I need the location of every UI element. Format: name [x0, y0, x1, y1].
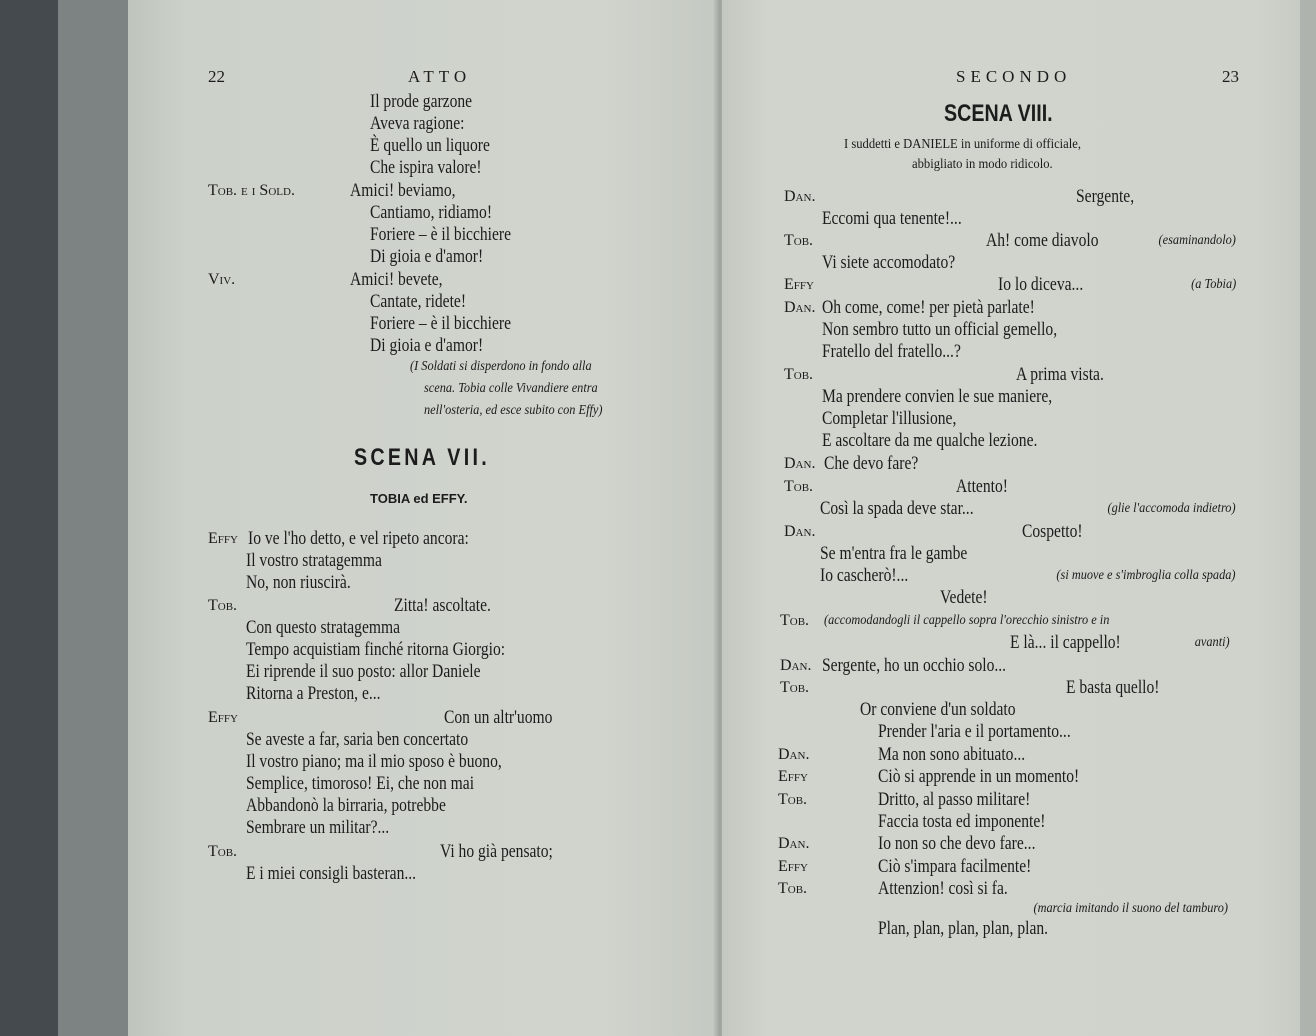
dialogue-line: Tempo acquistiam finché ritorna Giorgio:: [246, 639, 506, 660]
speaker-label: Dan.: [778, 746, 810, 763]
speaker-label: Tob.: [780, 612, 810, 629]
verse-line: Amici! bevete,: [350, 269, 443, 290]
speaker-label: Tob.: [208, 843, 238, 860]
dialogue-line: Vedete!: [940, 587, 988, 608]
speaker-label: Tob.: [778, 880, 808, 897]
dialogue-line: Non sembro tutto un official gemello,: [822, 319, 1058, 340]
speaker-label: Tob.: [778, 791, 808, 808]
dialogue-line: Con un altr'uomo: [444, 707, 553, 728]
dialogue-line: Ritorna a Preston, e...: [246, 683, 381, 704]
dialogue-line: Ei riprende il suo posto: allor Daniele: [246, 661, 481, 682]
scene-title: SCENA VIII.: [944, 100, 1053, 127]
verse-line: Il prode garzone: [370, 91, 473, 112]
dialogue-line: Io ve l'ho detto, e vel ripeto ancora:: [248, 528, 469, 549]
dialogue-line: Sergente,: [1076, 186, 1135, 207]
dialogue-line: Abbandonò la birraria, potrebbe: [246, 795, 446, 816]
book-binding: [0, 0, 58, 1036]
dialogue-line: Io non so che devo fare...: [878, 833, 1036, 854]
speaker-label: Viv.: [208, 271, 236, 288]
page-edge: [1300, 0, 1316, 1036]
dialogue-line: E i miei consigli basteran...: [246, 863, 417, 884]
verse-line: Di gioia e d'amor!: [370, 335, 484, 356]
dialogue-line: Sembrare un militar?...: [246, 817, 390, 838]
speaker-label: Dan.: [784, 188, 816, 205]
stage-direction: scena. Tobia colle Vivandiere entra: [424, 381, 598, 396]
dialogue-line: A prima vista.: [1016, 364, 1104, 385]
speaker-label: Dan.: [778, 835, 810, 852]
dialogue-line: Ma non sono abituato...: [878, 744, 1026, 765]
scene-characters: TOBIA ed EFFY.: [370, 491, 468, 506]
dialogue-line: Vi siete accomodato?: [822, 252, 956, 273]
dialogue-line: Sergente, ho un occhio solo...: [822, 655, 1007, 676]
stage-direction: (I Soldati si disperdono in fondo alla: [410, 359, 592, 374]
speaker-label: Effy: [778, 768, 808, 785]
stage-direction: (marcia imitando il suono del tamburo): [1033, 901, 1228, 916]
dialogue-line: E ascoltare da me qualche lezione.: [822, 430, 1038, 451]
dialogue-line: Se m'entra fra le gambe: [820, 543, 968, 564]
dialogue-line: Vi ho già pensato;: [440, 841, 553, 862]
verse-line: Foriere – è il bicchiere: [370, 313, 512, 334]
dialogue-line: Ah! come diavolo: [986, 230, 1099, 251]
speaker-label: Effy: [784, 276, 814, 293]
dialogue-line: Dritto, al passo militare!: [878, 789, 1031, 810]
dialogue-line: Che devo fare?: [824, 453, 919, 474]
verse-line: È quello un liquore: [370, 135, 490, 156]
dialogue-line: Or conviene d'un soldato: [860, 699, 1016, 720]
dialogue-line: Io cascherò!...: [820, 565, 909, 586]
verse-line: Cantiamo, ridiamo!: [370, 202, 493, 223]
dialogue-line: Faccia tosta ed imponente!: [878, 811, 1046, 832]
dialogue-line: Semplice, timoroso! Ei, che non mai: [246, 773, 475, 794]
stage-direction: (si muove e s'imbroglia colla spada): [1056, 568, 1236, 583]
dialogue-line: Il vostro stratagemma: [246, 550, 382, 571]
page-edge: [58, 0, 128, 1036]
stage-direction: (esaminandolo): [1158, 233, 1236, 248]
dialogue-line: Ciò s'impara facilmente!: [878, 856, 1032, 877]
stage-direction: nell'osteria, ed esce subito con Effy): [424, 403, 603, 418]
stage-direction: (accomodandogli il cappello sopra l'orecchio sinistro e in: [824, 613, 1110, 628]
speaker-label: Dan.: [784, 299, 816, 316]
verse-line: Aveva ragione:: [370, 113, 465, 134]
dialogue-line: E là... il cappello!: [1010, 632, 1121, 653]
dialogue-line: Zitta! ascoltate.: [394, 595, 491, 616]
dialogue-line: Ma prendere convien le sue maniere,: [822, 386, 1053, 407]
speaker-label: Tob.: [784, 366, 814, 383]
dialogue-line: Oh come, come! per pietà parlate!: [822, 297, 1035, 318]
verse-line: Foriere – è il bicchiere: [370, 224, 512, 245]
dialogue-line: E basta quello!: [1066, 677, 1160, 698]
verse-line: Di gioia e d'amor!: [370, 246, 484, 267]
dialogue-line: Io lo diceva...: [998, 274, 1084, 295]
dialogue-line: Con questo stratagemma: [246, 617, 401, 638]
verse-line: Cantate, ridete!: [370, 291, 467, 312]
speaker-label: Effy: [778, 858, 808, 875]
dialogue-line: Plan, plan, plan, plan, plan.: [878, 918, 1049, 939]
dialogue-line: Fratello del fratello...?: [822, 341, 961, 362]
speaker-label: Tob. e i Sold.: [208, 182, 295, 199]
scene-title: SCENA VII.: [354, 444, 490, 471]
left-page: [128, 0, 718, 1036]
dialogue-line: Completar l'illusione,: [822, 408, 957, 429]
dialogue-line: Se aveste a far, saria ben concertato: [246, 729, 469, 750]
dialogue-line: No, non riuscirà.: [246, 572, 351, 593]
dialogue-line: Attento!: [956, 476, 1008, 497]
dialogue-line: Così la spada deve star...: [820, 498, 974, 519]
dialogue-line: Cospetto!: [1022, 521, 1083, 542]
speaker-label: Dan.: [784, 455, 816, 472]
page-number: 22: [208, 67, 225, 86]
page-number: 23: [1222, 67, 1239, 86]
speaker-label: Tob.: [784, 478, 814, 495]
scene-description: I suddetti e DANIELE in uniforme di officiale,: [844, 137, 1082, 152]
speaker-label: Effy: [208, 709, 238, 726]
running-head: SECONDO: [956, 67, 1072, 86]
dialogue-line: Attenzion! così si fa.: [878, 878, 1008, 899]
verse-line: Amici! beviamo,: [350, 180, 456, 201]
stage-direction: avanti): [1195, 635, 1230, 650]
stage-direction: (a Tobia): [1190, 277, 1236, 292]
dialogue-line: Il vostro piano; ma il mio sposo è buono,: [246, 751, 502, 772]
speaker-label: Tob.: [784, 232, 814, 249]
speaker-label: Tob.: [208, 597, 238, 614]
running-head: ATTO: [408, 67, 472, 86]
speaker-label: Effy: [208, 530, 238, 547]
stage-direction: (glie l'accomoda indietro): [1107, 501, 1236, 516]
dialogue-line: Ciò si apprende in un momento!: [878, 766, 1080, 787]
verse-line: Che ispira valore!: [370, 157, 482, 178]
dialogue-line: Prender l'aria e il portamento...: [878, 721, 1071, 742]
right-page: [722, 0, 1316, 1036]
dialogue-line: Eccomi qua tenente!...: [822, 208, 962, 229]
speaker-label: Tob.: [780, 679, 810, 696]
speaker-label: Dan.: [784, 523, 816, 540]
scene-description: abbigliato in modo ridicolo.: [912, 157, 1053, 172]
speaker-label: Dan.: [780, 657, 812, 674]
